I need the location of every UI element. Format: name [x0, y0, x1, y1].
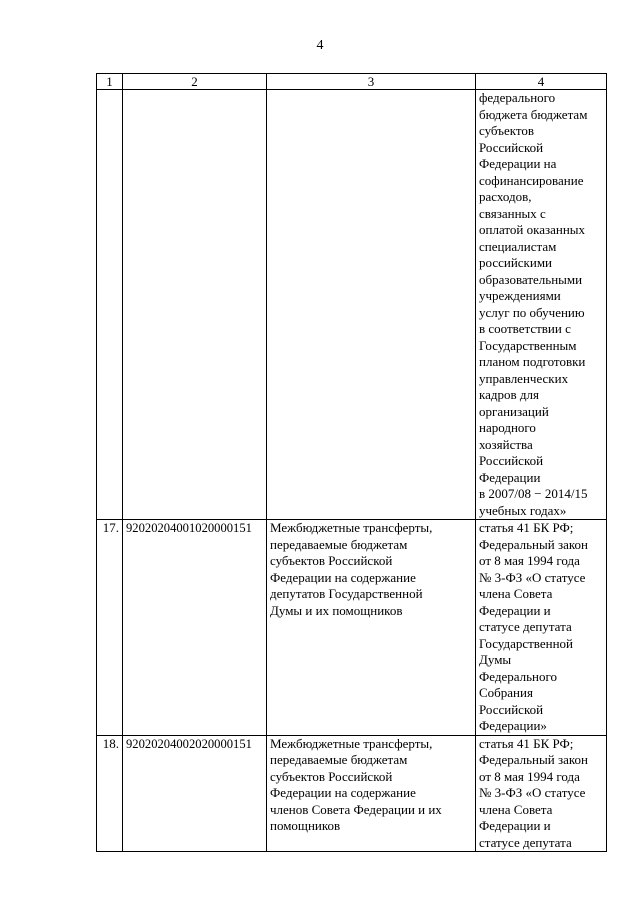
text-line: планом подготовки [479, 354, 586, 369]
text-line: передаваемые бюджетам [270, 752, 408, 767]
text-line: Межбюджетные трансферты, [270, 735, 433, 751]
text-line: связанных с [479, 205, 546, 221]
text-line: специалистам [479, 238, 557, 254]
text-line: от 8 мая 1994 года [479, 553, 580, 568]
text-line: Думы и их помощников [270, 602, 403, 618]
text-line: Федерации на содержание [270, 569, 416, 585]
text-line: Государственным [479, 337, 577, 353]
text-line: организаций [479, 403, 549, 419]
text-line: членов Совета Федерации и их [270, 801, 442, 817]
text-line: расходов, [479, 189, 532, 204]
table-row [97, 520, 607, 736]
text-line: № 3-ФЗ «О статусе [479, 785, 586, 800]
income-type-name [267, 520, 476, 736]
text-line: в соответствии с [479, 321, 571, 336]
text-line: софинансирование [479, 172, 584, 188]
text-line: Федеральный закон [479, 752, 588, 767]
text-line: Федерального [479, 668, 558, 684]
text-line: Российской [479, 701, 544, 717]
document-table [96, 73, 607, 852]
text-line: Федерации» [479, 718, 547, 733]
text-line: члена Совета [479, 586, 553, 601]
text-line: Собрания [479, 685, 533, 700]
row-number: 17. [97, 520, 123, 736]
text-line: народного [479, 420, 536, 435]
text-line: Межбюджетные трансферты, [270, 520, 433, 535]
text-line: учебных годах» [479, 502, 567, 518]
text-line: Федерации на содержание [270, 785, 416, 800]
header-row [97, 74, 607, 90]
text-line: субъектов Российской [270, 768, 393, 784]
text-line: оплатой оказанных [479, 222, 586, 237]
income-type-name [267, 90, 476, 520]
column-header-1: 1 [97, 74, 123, 90]
text-line: субъектов Российской [270, 553, 393, 568]
text-line: бюджета бюджетам [479, 106, 588, 122]
text-line: Федерации на [479, 156, 557, 171]
text-line: образовательными [479, 271, 583, 287]
text-line: услуг по обучению [479, 304, 585, 320]
text-line: Федерации и [479, 602, 551, 618]
budget-classification-code: 92020204002020000151 [123, 735, 267, 852]
row-number [97, 90, 123, 520]
text-line: Федерации и [479, 818, 551, 833]
text-line: управленческих [479, 370, 569, 386]
page-number: 4 [316, 38, 324, 53]
text-line: члена Совета [479, 801, 553, 817]
legal-basis [476, 735, 607, 852]
text-line: Думы [479, 652, 512, 667]
text-line: Российской [479, 453, 544, 468]
text-line: Федерации [479, 469, 541, 485]
budget-classification-code [123, 90, 267, 520]
legal-basis [476, 520, 607, 736]
table-row [97, 735, 607, 852]
text-line: Государственной [479, 635, 574, 651]
text-line: передаваемые бюджетам [270, 536, 408, 552]
text-line: субъектов [479, 123, 535, 138]
text-line: кадров для [479, 387, 539, 402]
column-header-4: 4 [476, 74, 607, 90]
row-number: 18. [97, 735, 123, 852]
text-line: статусе депутата [479, 834, 572, 850]
text-line: статусе депутата [479, 619, 572, 634]
text-line: статья 41 БК РФ; [479, 735, 574, 751]
legal-basis [476, 90, 607, 520]
text-line: от 8 мая 1994 года [479, 768, 580, 784]
text-line: федерального [479, 90, 556, 105]
income-type-name [267, 735, 476, 852]
column-header-3: 3 [267, 74, 476, 90]
text-line: помощников [270, 818, 341, 833]
text-line: в 2007/08 − 2014/15 [479, 486, 588, 501]
text-line: Российской [479, 139, 544, 155]
table-row [97, 90, 607, 520]
text-line: № 3-ФЗ «О статусе [479, 569, 586, 585]
table-header [97, 74, 607, 90]
text-line: статья 41 БК РФ; [479, 520, 574, 535]
text-line: Федеральный закон [479, 536, 588, 552]
text-line: хозяйства [479, 436, 533, 452]
budget-classification-code: 92020204001020000151 [123, 520, 267, 736]
text-line: учреждениями [479, 288, 561, 303]
table-body [97, 90, 607, 852]
text-line: российскими [479, 255, 553, 270]
text-line: депутатов Государственной [270, 586, 423, 601]
column-header-2: 2 [123, 74, 267, 90]
